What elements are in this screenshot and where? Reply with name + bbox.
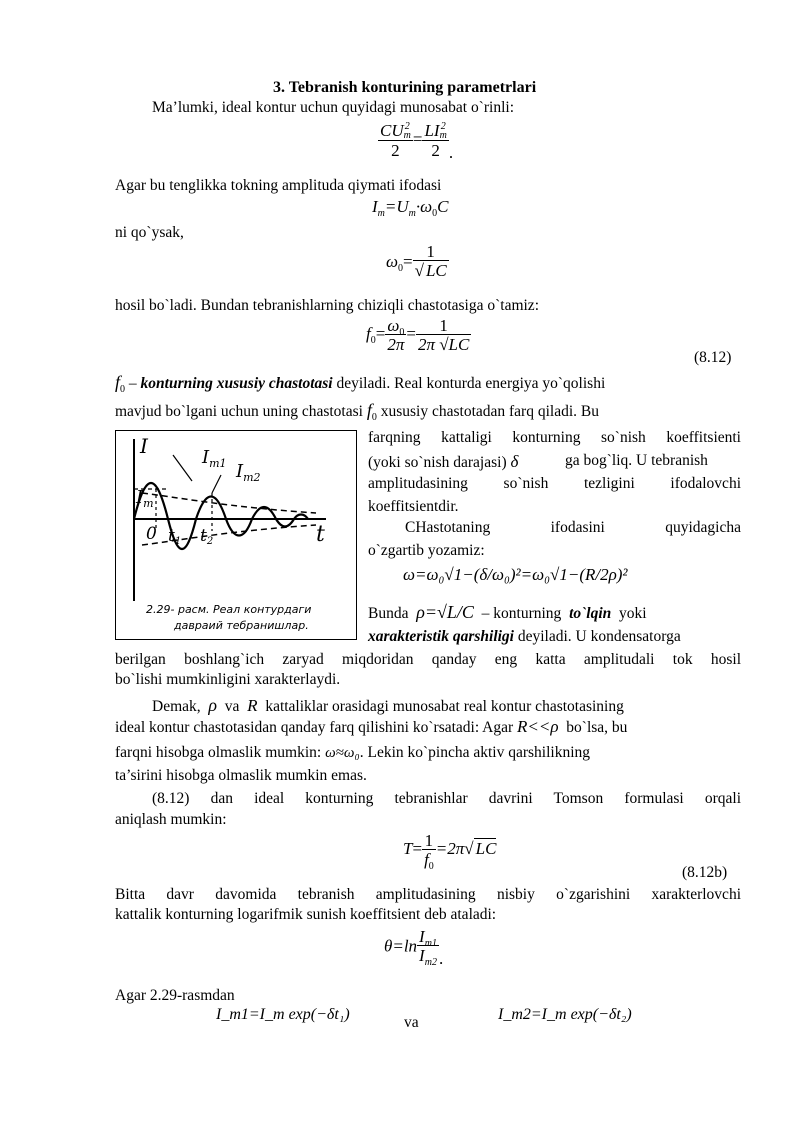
paragraph-9-line-1: Bitta davr davomida tebranish amplitudasining nisbiy o`zgarishini xarakterlovchi [115, 886, 741, 903]
paragraph-3: ni qo`ysak, [115, 224, 184, 241]
label-im: $I_m$ [136, 487, 154, 510]
label-t1: t1 [168, 526, 182, 547]
right-col-line-3: amplitudasining so`nish tezligini ifodalovchi [368, 475, 741, 492]
paragraph-4: hosil bo`ladi. Bundan tebranishlarning chiziqli chastotasiga o`tamiz: [115, 297, 539, 314]
equation-log-decrement: θ=ln $\frac{I_{m1}}{I_{m2}}$ . [384, 927, 444, 968]
bunda-line: Bunda ρ=√L/C – konturning to`lqin yoki [368, 602, 647, 622]
right-col-line-5: CHastotaning ifodasini quyidagicha [405, 519, 741, 536]
right-col-line-2b: ga bog`liq. U tebranish [565, 452, 708, 469]
right-col-line-4: koeffitsientdir. [368, 498, 459, 515]
upper-envelope [142, 493, 316, 513]
figure-caption-line-2: давраий тебранишлар. [174, 619, 309, 632]
figure-damped-oscillations [115, 430, 357, 640]
equation-current-amplitude: $I_m=U_m\cdot\omega_0C$ [372, 197, 449, 219]
paragraph-7-line-4: ta’sirini hisobga olmaslik mumkin emas. [115, 767, 367, 784]
bunda-line-2: xarakteristik qarshiligi deyiladi. U kondensatorga [368, 628, 681, 645]
paragraph-8-line-1: (8.12) dan ideal konturning tebranishlar davrini Tomson formulasi orqali [152, 790, 741, 807]
label-im1: $I_{m1}$ [202, 447, 227, 470]
paragraph-7-line-1: Demak, ρ va R kattaliklar orasidagi munosabat real kontur chastotasining [152, 695, 624, 715]
equation-omega0: $\omega_0=$ $\frac{1}{√ LC}$ [386, 242, 447, 280]
right-col-line-1: farqning kattaligi konturning so`nish koeffitsienti [368, 429, 741, 446]
paragraph-5-line-2: mavjud bo`lgani uchun uning chastotasi $f_0$ xususiy chastotadan farq qiladi. Bu [115, 400, 599, 423]
equation-omega-real: ω=ω₀√1−(δ/ω₀)²=ω₀√1−(R/2ρ)² [403, 565, 628, 584]
paragraph-2: Agar bu tenglikka tokning amplituda qiymati ifodasi [115, 177, 442, 194]
paragraph-6-line-2: bo`lishi mumkinligini xarakterlaydi. [115, 671, 341, 688]
damped-wave [134, 483, 308, 549]
right-col-line-2: (yoki so`nish darajasi) δ [368, 452, 519, 471]
paragraph-7-line-3: farqni hisobga olmaslik mumkin: ω≈ω₀. Lekin ko`pincha aktiv qarshilikning [115, 744, 591, 761]
label-t2: t2 [200, 526, 214, 547]
paragraph-7-line-2: ideal kontur chastotasidan qanday farq qilishini ko`rsatadi: Agar R<<ρ bo`lsa, bu [115, 717, 628, 736]
equation-im1: I_m1=I_m exp(−δt₁) [216, 1006, 350, 1023]
equation-im2: I_m2=I_m exp(−δt₂) [498, 1006, 632, 1023]
paragraph-10: Agar 2.29-rasmdan [115, 987, 235, 1004]
figure-caption-line-1: 2.29- расм. Реал контурдаги [146, 603, 312, 616]
equation-energy: CU 2 m 2 = LI 2 m 2 . [380, 121, 454, 163]
equation-number-8-12b: (8.12b) [682, 864, 728, 881]
paragraph-1: Ma’lumki, ideal kontur uchun quyidagi munosabat o`rinli: [152, 99, 515, 116]
axis-label-i: I [140, 434, 148, 458]
conjunction-va: va [404, 1014, 419, 1031]
equation-f0: $f_0=$ $\frac{\omega_0}{2\pi}$ = $\frac{1}{2\pi √LC}$ [366, 316, 470, 354]
paragraph-5-line-1: $f_0$ – konturning xususiy chastotasi deyiladi. Real konturda energiya yo`qolishi [115, 372, 606, 395]
label-origin: 0 [146, 524, 157, 544]
paragraph-8-line-2: aniqlash mumkin: [115, 811, 227, 828]
section-heading: 3. Tebranish konturining parametrlari [273, 79, 537, 96]
paragraph-6-line-1: berilgan boshlang`ich zaryad miqdoridan qanday eng katta amplitudali tok hosil [115, 651, 741, 668]
paragraph-9-line-2: kattalik konturning logarifmik sunish koeffitsient deb ataladi: [115, 906, 497, 923]
axis-label-t: t [316, 522, 325, 547]
equation-number-8-12: (8.12) [694, 349, 732, 366]
right-col-line-6: o`zgartib yozamiz: [368, 542, 485, 559]
label-im2: $I_{m2}$ [236, 461, 261, 484]
equation-period: T= $\frac{1}{f_0}$ =2π√ LC [403, 831, 497, 872]
